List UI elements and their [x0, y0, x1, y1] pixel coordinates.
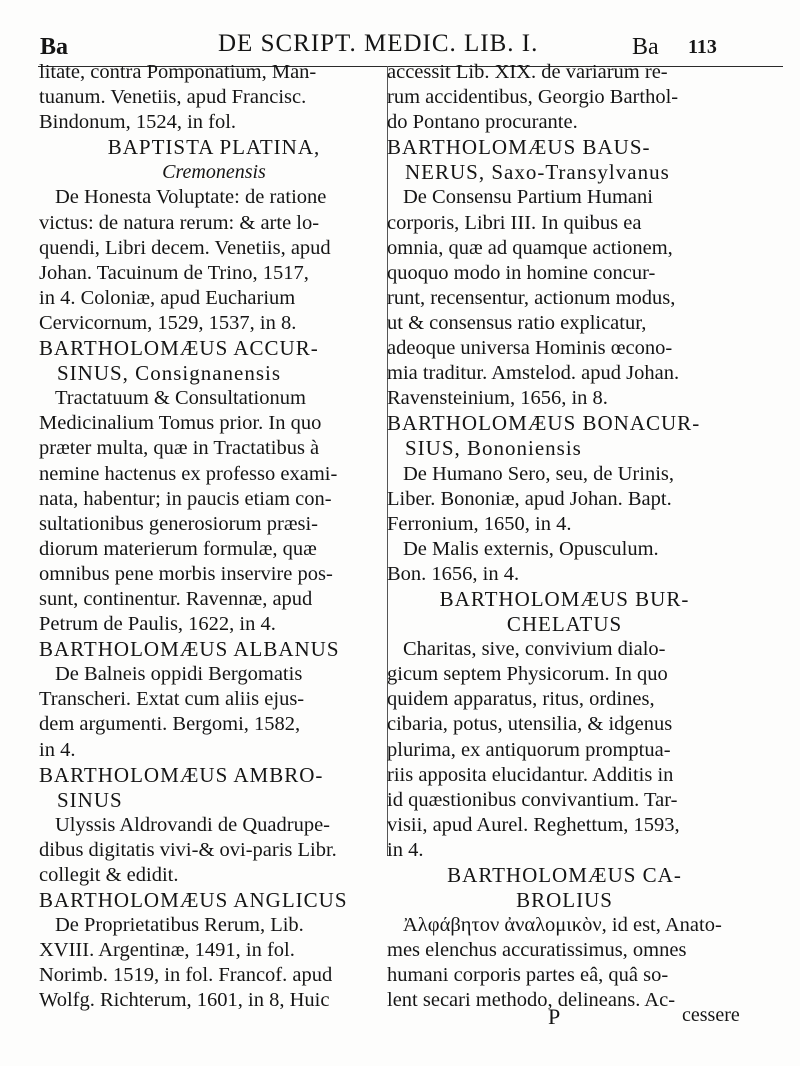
text-line: nata, habentur; in paucis etiam con- [39, 487, 332, 510]
text-line: corporis, Libri III. In quibus ea [387, 211, 642, 234]
text-line: omnibus pene morbis inservire pos- [39, 562, 333, 585]
entry-text [39, 60, 389, 135]
text-line: in 4. [387, 838, 424, 861]
text-line: præter multa, quæ in Tractatibus à [39, 437, 320, 460]
text-line: do Pontano procurante. [387, 111, 578, 134]
header-right-abbreviation: Ba [632, 34, 659, 60]
text-line: lent secari methodo, delineans. Ac- [387, 989, 676, 1012]
text-line: victus: de natura rerum: & arte lo- [39, 211, 320, 234]
text-line: humani corporis partes eâ, quâ so- [387, 964, 669, 987]
entry-text [387, 185, 742, 411]
text-line: sunt, continentur. Ravennæ, apud [39, 587, 313, 610]
catchword: cessere [682, 1004, 740, 1026]
running-header [38, 28, 778, 58]
right-column [387, 60, 742, 1014]
entry-heading: BARTHOLOMÆUS AMBRO- [39, 762, 324, 787]
text-line: quendi, Libri decem. Venetiis, apud [39, 236, 331, 259]
text-line: gicum septem Physicorum. In quo [387, 663, 668, 686]
text-line: dibus digitatis vivi-& ovi-paris Libr. [39, 838, 337, 861]
text-line: in 4. [39, 738, 76, 761]
page-number: 113 [688, 36, 717, 58]
entry-origin: Cremonensis [162, 161, 266, 184]
entry-heading: BROLIUS [516, 888, 613, 913]
text-line: Ravensteinium, 1656, in 8. [387, 387, 608, 410]
text-line: Petrum de Paulis, 1622, in 4. [39, 613, 276, 636]
text-line: Bindonum, 1524, in fol. [39, 111, 237, 134]
signature-mark: P [548, 1004, 561, 1029]
text-line: Liber. Bononiæ, apud Johan. Bapt. [387, 487, 672, 510]
entry-heading: BARTHOLOMÆUS CA- [447, 863, 682, 887]
entry-heading: BARTHOLOMÆUS BUR- [439, 586, 690, 611]
entry-text [39, 662, 389, 762]
entry-heading: NERUS, Saxo-Transylvanus [405, 160, 670, 185]
text-line: sultationibus generosiorum præsi- [39, 512, 319, 535]
header-left-abbreviation: Ba [40, 34, 69, 60]
text-line: De Consensu Partium Humani [403, 186, 653, 209]
text-line: quidem apparatus, ritus, ordines, [387, 688, 655, 711]
entry-heading: BARTHOLOMÆUS ACCUR- [39, 336, 319, 361]
text-line: Tractatuum & Consultationum [55, 387, 306, 410]
text-line: De Malis externis, Opusculum. [403, 537, 659, 560]
text-line: visii, apud Aurel. Reghettum, 1593, [387, 813, 680, 836]
text-line: mia traditur. Amstelod. apud Johan. [387, 362, 680, 385]
entry-heading: BARTHOLOMÆUS BONACUR- [387, 411, 701, 436]
entry-text [387, 537, 742, 587]
text-line: nemine hactenus ex professo exami- [39, 462, 338, 485]
text-line: mes elenchus accuratissimus, omnes [387, 939, 687, 962]
entry-text [387, 462, 742, 537]
text-line: Ferronium, 1650, in 4. [387, 512, 572, 535]
text-line: De Honesta Voluptate: de ratione [55, 186, 327, 209]
left-column [39, 60, 389, 1014]
text-line: XVIII. Argentinæ, 1491, in fol. [39, 939, 295, 962]
text-line: quoquo modo in homine concur- [387, 261, 656, 284]
entry-text [387, 913, 742, 1013]
text-line: cibaria, potus, utensilia, & idgenus [387, 713, 673, 736]
text-line: ut & consensus ratio explicatur, [387, 311, 647, 334]
text-line: Johan. Tacuinum de Trino, 1517, [39, 261, 309, 284]
text-line: accessit Lib. XIX. de variarum re- [387, 61, 668, 83]
text-line: runt, recensentur, actionum modus, [387, 286, 676, 309]
text-line: Wolfg. Richterum, 1601, in 8, Huic [39, 989, 330, 1012]
entry-heading: BAPTISTA PLATINA, [107, 135, 321, 160]
text-line: collegit & edidit. [39, 864, 179, 886]
entry-text [39, 386, 389, 637]
text-line: rum accidentibus, Georgio Barthol- [387, 86, 679, 109]
text-line: Transcheri. Extat cum aliis ejus- [39, 688, 305, 711]
text-line: dem argumenti. Bergomi, 1582, [39, 713, 301, 736]
entry-heading: CHELATUS [506, 612, 623, 637]
text-line: Bon. 1656, in 4. [387, 562, 520, 585]
entry-heading: BARTHOLOMÆUS ALBANUS [39, 637, 340, 662]
entry-heading: BARTHOLOMÆUS BAUS- [387, 135, 651, 160]
entry-text [387, 60, 742, 135]
text-line: Ἀλφάβητον ἀναλομικὸν, id est, Anato- [403, 914, 722, 937]
entry-text [39, 813, 389, 888]
text-line: litate, contra Pomponatium, Man- [39, 61, 317, 83]
text-line: adeoque universa Hominis œcono- [387, 337, 673, 360]
entry-text [387, 637, 742, 863]
header-title: DE SCRIPT. MEDIC. LIB. I. [218, 30, 539, 57]
text-line: plurima, ex antiquorum promptua- [387, 738, 671, 761]
entry-text [39, 913, 389, 1013]
text-line: riis apposita elucidantur. Additis in [387, 763, 674, 786]
text-line: in 4. Coloniæ, apud Eucharium [39, 286, 296, 309]
entry-heading: SIUS, Bononiensis [405, 436, 582, 461]
text-line: De Humano Sero, seu, de Urinis, [403, 462, 675, 485]
text-line: tuanum. Venetiis, apud Francisc. [39, 86, 307, 109]
text-line: De Balneis oppidi Bergomatis [55, 663, 303, 686]
text-line: Medicinalium Tomus prior. In quo [39, 412, 322, 435]
entry-text [39, 185, 389, 336]
text-line: id quæstionibus convivantium. Tar- [387, 788, 678, 811]
text-line: omnia, quæ ad quamque actionem, [387, 236, 673, 259]
text-line: De Proprietatibus Rerum, Lib. [55, 914, 304, 937]
entry-heading: BARTHOLOMÆUS ANGLICUS [39, 888, 348, 913]
entry-heading: SINUS, Consignanensis [57, 361, 282, 386]
text-line: Charitas, sive, convivium dialo- [403, 638, 666, 661]
entry-heading: SINUS [57, 787, 123, 812]
text-line: Ulyssis Aldrovandi de Quadrupe- [55, 813, 330, 836]
text-line: diorum materierum formulæ, quæ [39, 537, 317, 560]
text-line: Cervicornum, 1529, 1537, in 8. [39, 311, 297, 334]
text-line: Norimb. 1519, in fol. Francof. apud [39, 964, 333, 987]
